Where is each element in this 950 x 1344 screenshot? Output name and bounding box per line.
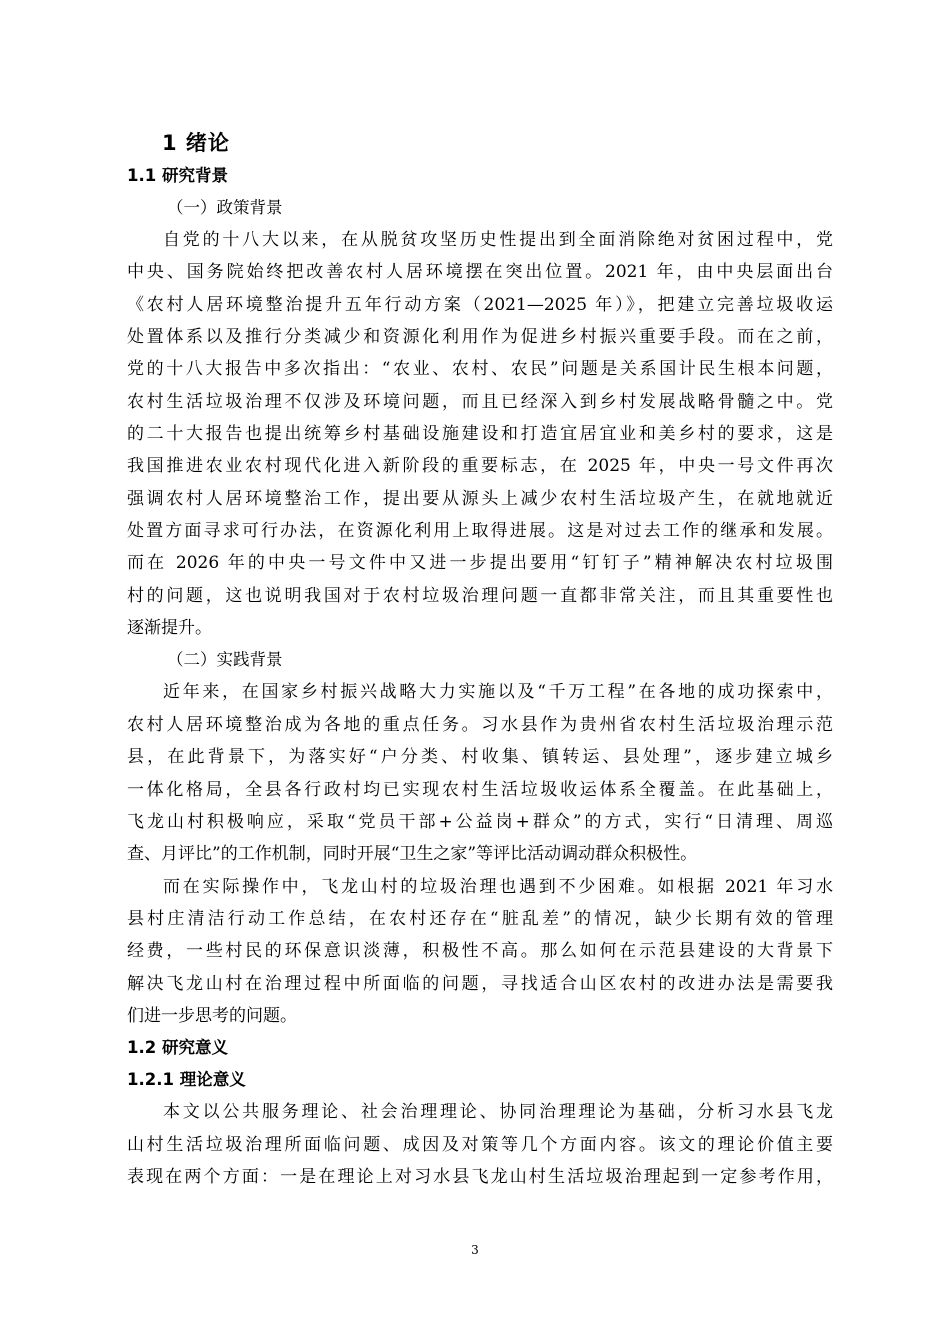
paragraph-line: 处置体系以及推行分类减少和资源化利用作为促进乡村振兴重要手段。而在之前， [127, 327, 833, 348]
page-number: 3 [471, 1243, 479, 1257]
paragraph-line: 飞龙山村积极响应，采取“党员干部+公益岗+群众”的方式，实行“日清理、周巡 [127, 811, 833, 832]
subheading-policy-background: （一）政策背景 [167, 198, 283, 217]
paragraph-line: 强调农村人居环境整治工作，提出要从源头上减少农村生活垃圾产生，在就地就近 [127, 488, 833, 509]
paragraph-line: 们进一步思考的问题。 [127, 1005, 297, 1026]
paragraph-line: 我国推进农业农村现代化进入新阶段的重要标志，在 2025 年，中央一号文件再次 [127, 456, 833, 477]
paragraph-line: 的二十大报告也提出统筹乡村基础设施建设和打造宜居宜业和美乡村的要求，这是 [127, 424, 833, 445]
paragraph-line: 经费，一些村民的环保意识淡薄，积极性不高。那么如何在示范县建设的大背景下 [127, 941, 833, 962]
subheading-practice-background: （二）实践背景 [167, 650, 283, 670]
paragraph-line: 而在 2026 年的中央一号文件中又进一步提出要用“钉钉子”精神解决农村垃圾围 [127, 553, 833, 574]
paragraph-line: 中央、国务院始终把改善农村人居环境摆在突出位置。2021 年，由中央层面出台 [127, 262, 833, 283]
paragraph-theoretical-significance [127, 1096, 833, 1193]
paragraph-practice-difficulties [127, 871, 833, 1033]
paragraph-line: 党的十八大报告中多次指出：“农业、农村、农民”问题是关系国计民生根本问题， [127, 359, 833, 380]
paragraph-line: 一体化格局，全县各行政村均已实现农村生活垃圾收运体系全覆盖。在此基础上， [127, 779, 833, 800]
paragraph-line: 自党的十八大以来，在从脱贫攻坚历史性提出到全面消除绝对贫困过程中，党 [163, 230, 833, 250]
chapter-title: 1 绪论 [162, 131, 230, 155]
paragraph-line: 查、月评比”的工作机制，同时开展“卫生之家”等评比活动调动群众积极性。 [127, 844, 698, 865]
paragraph-line: 县村庄清洁行动工作总结，在农村还存在“脏乱差”的情况，缺少长期有效的管理 [127, 908, 833, 929]
paragraph-line: 表现在两个方面：一是在理论上对习水县飞龙山村生活垃圾治理起到一定参考作用， [127, 1166, 833, 1187]
paragraph-line: 农村人居环境整治成为各地的重点任务。习水县作为贵州省农村生活垃圾治理示范 [127, 714, 833, 735]
section-title-1-1: 1.1 研究背景 [127, 166, 228, 185]
section-title-1-2: 1.2 研究意义 [127, 1038, 228, 1058]
paragraph-line: 近年来，在国家乡村振兴战略大力实施以及“千万工程”在各地的成功探索中， [163, 682, 833, 703]
section-title-1-2-1: 1.2.1 理论意义 [127, 1070, 246, 1090]
paragraph-line: 解决飞龙山村在治理过程中所面临的问题，寻找适合山区农村的改进办法是需要我 [127, 973, 833, 994]
paragraph-line: 而在实际操作中，飞龙山村的垃圾治理也遇到不少困难。如根据 2021 年习水 [163, 876, 833, 897]
paragraph-line: 处置方面寻求可行办法，在资源化利用上取得进展。这是对过去工作的继承和发展。 [127, 521, 833, 542]
paragraph-policy-background [127, 224, 833, 644]
paragraph-line: 县，在此背景下，为落实好“户分类、村收集、镇转运、县处理”，逐步建立城乡 [127, 747, 833, 768]
paragraph-line: 《农村人居环境整治提升五年行动方案（2021—2025 年）》，把建立完善垃圾收运 [127, 294, 833, 315]
paragraph-line: 农村生活垃圾治理不仅涉及环境问题，而且已经深入到乡村发展战略骨髓之中。党 [127, 391, 833, 412]
page-content [127, 126, 833, 1193]
paragraph-line: 山村生活垃圾治理所面临问题、成因及对策等几个方面内容。该文的理论价值主要 [127, 1134, 833, 1155]
paragraph-line: 本文以公共服务理论、社会治理理论、协同治理理论为基础，分析习水县飞龙 [163, 1102, 833, 1123]
paragraph-line: 逐渐提升。 [127, 618, 212, 639]
paragraph-practice-background [127, 676, 833, 870]
paragraph-line: 村的问题，这也说明我国对于农村垃圾治理问题一直都非常关注，而且其重要性也 [127, 585, 833, 606]
